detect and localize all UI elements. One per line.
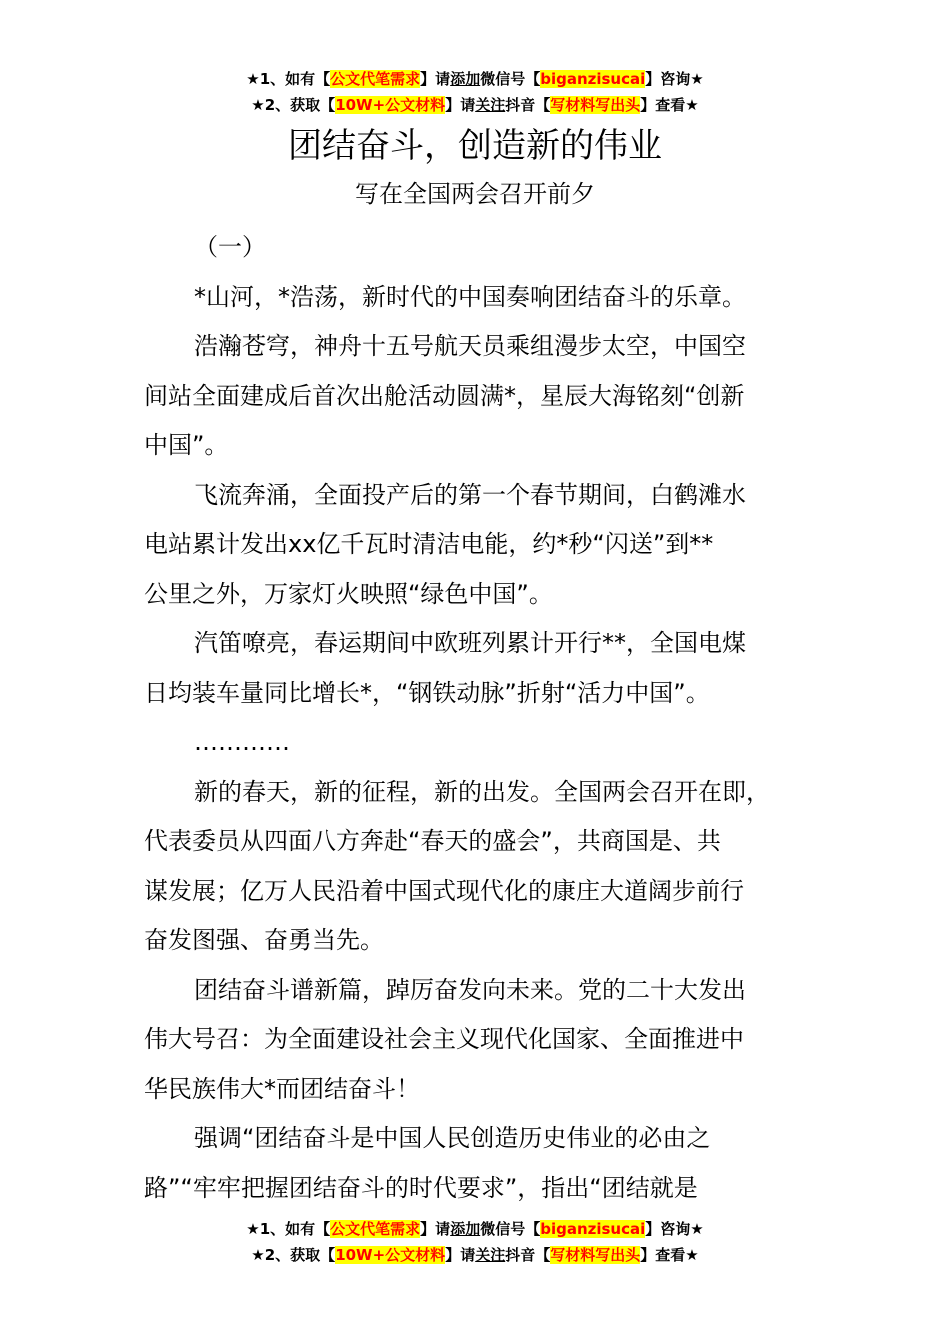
ad-highlight: 公文代笔需求 — [330, 70, 421, 88]
ad-text: 抖音【 — [505, 96, 551, 114]
ad-text: 】咨询★ — [645, 1220, 704, 1238]
paragraph: 浩瀚苍穹，神舟十五号航天员乘组漫步太空，中国空 间站全面建成后首次出舱活动圆满*，星辰大海铭刻“创新 中国”。 — [144, 332, 746, 459]
ad-text: 微信号【 — [480, 70, 541, 88]
header-ad-banner — [0, 66, 950, 118]
ad-text: 】请 — [445, 1246, 476, 1264]
footer-ad-banner — [0, 1216, 950, 1268]
paragraph: 汽笛嘹亮，春运期间中欧班列累计开行**，全国电煤 日均装车量同比增长*，“钢铁动脉”折射“活力中国”。 — [144, 629, 746, 707]
document-subtitle: 写在全国两会召开前夕 — [355, 180, 595, 208]
ad-text: 抖音【 — [505, 1246, 551, 1264]
document-body — [144, 223, 824, 1213]
paragraph: 新的春天，新的征程，新的出发。全国两会召开在即， 代表委员从四面八方奔赴“春天的盛会”，共商国是、共 谋发展；亿万人民沿着中国式现代化的康庄大道阔步前行 奋发图强、奋勇当先。 — [144, 777, 770, 954]
section-heading: （一） — [194, 233, 266, 261]
ad-underlined-text: 关注 — [475, 96, 506, 114]
ellipsis-paragraph: ………… — [194, 728, 290, 756]
ad-highlight: 10W+公文材料 — [335, 1246, 446, 1264]
ad-underlined-text: 添加 — [450, 1220, 481, 1238]
ad-text: 】请 — [445, 96, 476, 114]
ad-line-2 — [0, 92, 950, 118]
ad-text: 】查看★ — [640, 1246, 699, 1264]
ad-highlight: 10W+公文材料 — [335, 96, 446, 114]
ad-text: ★2、获取【 — [251, 1246, 336, 1264]
ad-line-1 — [0, 66, 950, 92]
ad-line-2 — [0, 1242, 950, 1268]
wechat-id-highlight: biganzisucai — [540, 70, 646, 88]
ad-text: 】请 — [420, 70, 451, 88]
ad-text: 】查看★ — [640, 96, 699, 114]
ad-line-1 — [0, 1216, 950, 1242]
ad-text: ★2、获取【 — [251, 96, 336, 114]
paragraph: 飞流奔涌，全面投产后的第一个春节期间，白鹤滩水 电站累计发出xx亿千瓦时清洁电能，约*秒“闪送”到** 公里之外，万家灯火映照“绿色中国”。 — [144, 480, 746, 608]
ad-text: 微信号【 — [480, 1220, 541, 1238]
ad-highlight: 公文代笔需求 — [330, 1220, 421, 1238]
paragraph: *山河，*浩荡，新时代的中国奏响团结奋斗的乐章。 — [194, 282, 746, 311]
document-title: 团结奋斗，创造新的伟业 — [288, 126, 662, 166]
ad-underlined-text: 添加 — [450, 70, 481, 88]
ad-text: ★1、如有【 — [246, 70, 331, 88]
ad-text: 】请 — [420, 1220, 451, 1238]
ad-underlined-text: 关注 — [475, 1246, 506, 1264]
ad-text: 】咨询★ — [645, 70, 704, 88]
douyin-account-highlight: 写材料写出头 — [550, 1246, 641, 1264]
ad-text: ★1、如有【 — [246, 1220, 331, 1238]
douyin-account-highlight: 写材料写出头 — [550, 96, 641, 114]
paragraph: 团结奋斗谱新篇，踔厉奋发向未来。党的二十大发出 伟大号召：为全面建设社会主义现代化国家、全面推进中 华民族伟大*而团结奋斗！ — [144, 975, 746, 1103]
paragraph: 强调“团结奋斗是中国人民创造历史伟业的必由之 路”“牢牢把握团结奋斗的时代要求”，指出“团结就是 — [144, 1124, 711, 1202]
wechat-id-highlight: biganzisucai — [540, 1220, 646, 1238]
